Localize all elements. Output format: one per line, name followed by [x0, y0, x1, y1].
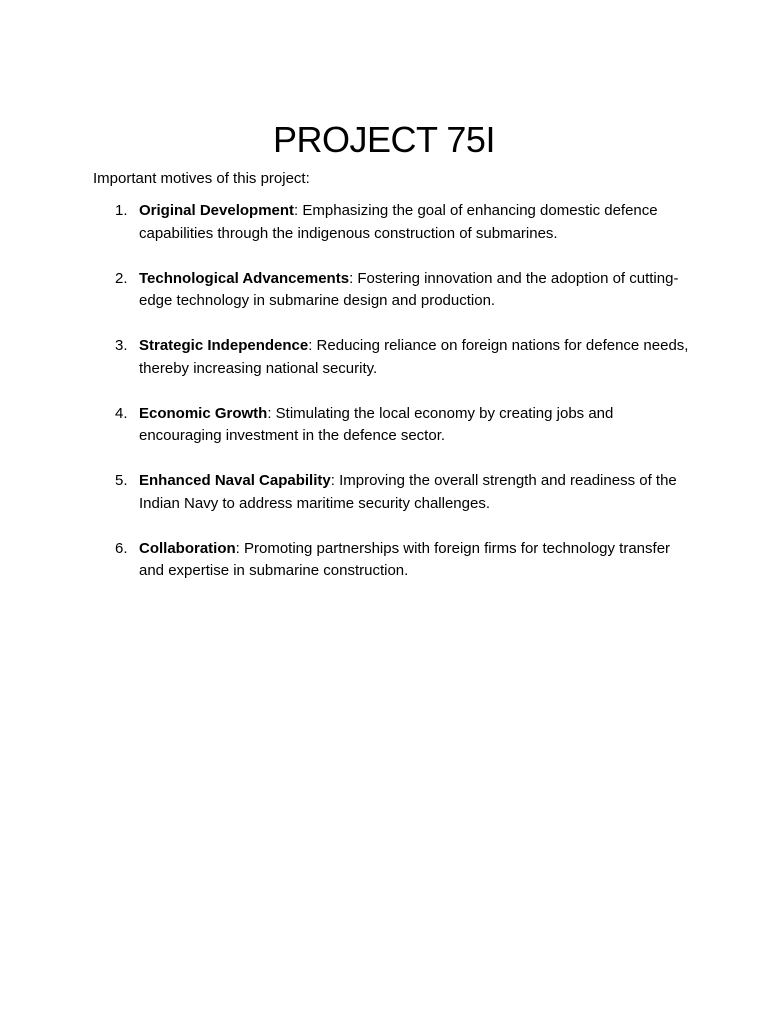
motive-title: Original Development [139, 202, 295, 219]
motive-title: Technological Advancements [139, 269, 350, 287]
motive-description: : Emphasizing the goal of enhancing domestic defence capabilities through the indigenous construction of submarines. [139, 202, 658, 242]
motive-number: 5. [115, 472, 128, 489]
motive-number: 1. [115, 202, 128, 219]
motive-title: Collaboration [139, 539, 236, 557]
motive-item-technological-advancements [93, 268, 693, 313]
motive-number: 4. [115, 404, 128, 422]
motive-item-enhanced-naval-capability [93, 470, 693, 515]
motive-number: 6. [115, 539, 128, 557]
motive-item-original-development [93, 200, 693, 245]
motive-description: : Reducing reliance on foreign nations for defence needs, thereby increasing national security. [139, 337, 689, 377]
document-title: PROJECT 75I [273, 119, 495, 161]
motive-description: : Fostering innovation and the adoption of cutting-edge technology in submarine design and production. [139, 269, 679, 309]
motive-item-strategic-independence [93, 335, 693, 380]
motive-number: 2. [115, 269, 128, 287]
motive-description: : Improving the overall strength and readiness of the Indian Navy to address maritime security challenges. [139, 472, 677, 512]
motive-item-economic-growth [93, 403, 693, 448]
motive-description: : Stimulating the local economy by creating jobs and encouraging investment in the defence sector. [139, 404, 614, 444]
motive-title: Strategic Independence [139, 337, 309, 354]
motive-item-collaboration [93, 538, 693, 583]
motive-title: Enhanced Naval Capability [139, 472, 331, 489]
intro-text: Important motives of this project: [93, 170, 310, 187]
motive-description: : Promoting partnerships with foreign firms for technology transfer and expertise in submarine construction. [139, 539, 671, 579]
motive-number: 3. [115, 337, 128, 354]
motive-title: Economic Growth [139, 404, 268, 422]
motives-list [93, 200, 693, 605]
